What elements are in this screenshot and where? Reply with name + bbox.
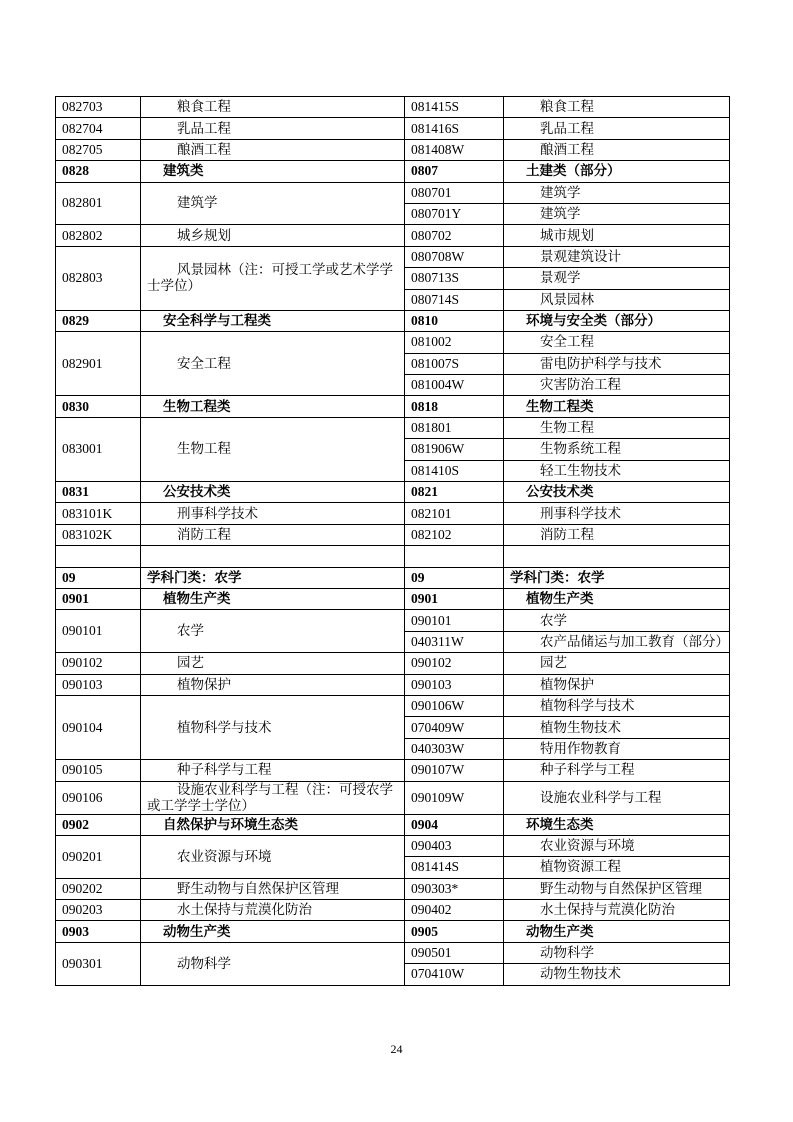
new-code-cell: [56, 546, 141, 567]
old-name-cell: 建筑学: [504, 203, 730, 224]
old-name-cell: 环境与安全类（部分）: [504, 310, 730, 331]
new-name-cell: 消防工程: [141, 524, 405, 545]
old-name-cell: [504, 546, 730, 567]
old-name-cell: 雷电防护科学与技术: [504, 353, 730, 374]
old-name-cell: 景观建筑设计: [504, 246, 730, 267]
discipline-row: [56, 567, 730, 588]
old-name-cell: 植物保护: [504, 674, 730, 695]
new-name-cell: 设施农业科学与工程（注：可授农学或工学学士学位）: [141, 781, 405, 814]
table-row: [56, 610, 730, 631]
new-code-cell: 090105: [56, 760, 141, 781]
new-name-cell: [141, 546, 405, 567]
new-code-cell: 090202: [56, 878, 141, 899]
old-name-cell: 建筑学: [504, 182, 730, 203]
new-code-cell: 083102K: [56, 524, 141, 545]
old-code-cell: 081801: [405, 417, 504, 438]
table-row: [56, 97, 730, 118]
new-code-cell: 083001: [56, 417, 141, 481]
old-name-cell: 灾害防治工程: [504, 375, 730, 396]
category-row: [56, 921, 730, 942]
new-name-cell: 安全科学与工程类: [141, 310, 405, 331]
old-code-cell: 081410S: [405, 460, 504, 481]
category-row: [56, 814, 730, 835]
old-code-cell: 081906W: [405, 439, 504, 460]
old-code-cell: 081007S: [405, 353, 504, 374]
table-row: [56, 139, 730, 160]
old-code-cell: 0818: [405, 396, 504, 417]
table-row: [56, 695, 730, 716]
old-name-cell: 刑事科学技术: [504, 503, 730, 524]
old-code-cell: 090101: [405, 610, 504, 631]
new-code-cell: 0901: [56, 588, 141, 609]
old-name-cell: 土建类（部分）: [504, 161, 730, 182]
new-code-cell: 082802: [56, 225, 141, 246]
old-name-cell: 园艺: [504, 653, 730, 674]
old-code-cell: 0810: [405, 310, 504, 331]
old-name-cell: 动物生物技术: [504, 964, 730, 985]
new-code-cell: 090104: [56, 695, 141, 759]
new-name-cell: 建筑学: [141, 182, 405, 225]
old-code-cell: 090501: [405, 942, 504, 963]
table-row: [56, 878, 730, 899]
old-code-cell: 080713S: [405, 268, 504, 289]
old-name-cell: 种子科学与工程: [504, 760, 730, 781]
old-name-cell: 学科门类：农学: [504, 567, 730, 588]
new-name-cell: 农业资源与环境: [141, 835, 405, 878]
new-name-cell: 植物生产类: [141, 588, 405, 609]
new-code-cell: 090301: [56, 942, 141, 985]
new-name-cell: 酿酒工程: [141, 139, 405, 160]
old-code-cell: 070410W: [405, 964, 504, 985]
new-code-cell: 090203: [56, 900, 141, 921]
old-name-cell: 植物生物技术: [504, 717, 730, 738]
table-row: [56, 760, 730, 781]
old-name-cell: 特用作物教育: [504, 738, 730, 759]
old-code-cell: 090106W: [405, 695, 504, 716]
page-number: 24: [390, 1042, 403, 1056]
new-name-cell: 园艺: [141, 653, 405, 674]
old-code-cell: 090103: [405, 674, 504, 695]
old-name-cell: 植物生产类: [504, 588, 730, 609]
new-code-cell: 083101K: [56, 503, 141, 524]
table-row: [56, 417, 730, 438]
old-code-cell: 040303W: [405, 738, 504, 759]
old-code-cell: [405, 546, 504, 567]
old-name-cell: 农业资源与环境: [504, 835, 730, 856]
old-code-cell: 090109W: [405, 781, 504, 814]
old-name-cell: 设施农业科学与工程: [504, 781, 730, 814]
new-name-cell: 城乡规划: [141, 225, 405, 246]
category-row: [56, 396, 730, 417]
table-row: [56, 118, 730, 139]
old-code-cell: 081004W: [405, 375, 504, 396]
new-code-cell: 082901: [56, 332, 141, 396]
new-code-cell: 0829: [56, 310, 141, 331]
old-name-cell: 酿酒工程: [504, 139, 730, 160]
old-name-cell: 动物生产类: [504, 921, 730, 942]
new-name-cell: 野生动物与自然保护区管理: [141, 878, 405, 899]
new-code-cell: 0903: [56, 921, 141, 942]
old-code-cell: 081002: [405, 332, 504, 353]
table-row: [56, 246, 730, 267]
old-code-cell: 090102: [405, 653, 504, 674]
table-row: [56, 942, 730, 963]
old-name-cell: 农产品储运与加工教育（部分）: [504, 631, 730, 652]
old-code-cell: 082102: [405, 524, 504, 545]
old-code-cell: 090402: [405, 900, 504, 921]
new-name-cell: 动物科学: [141, 942, 405, 985]
new-name-cell: 植物保护: [141, 674, 405, 695]
new-code-cell: 090103: [56, 674, 141, 695]
new-name-cell: 种子科学与工程: [141, 760, 405, 781]
old-code-cell: 090303*: [405, 878, 504, 899]
old-code-cell: 081416S: [405, 118, 504, 139]
new-code-cell: 090201: [56, 835, 141, 878]
old-name-cell: 风景园林: [504, 289, 730, 310]
new-name-cell: 水土保持与荒漠化防治: [141, 900, 405, 921]
old-code-cell: 080702: [405, 225, 504, 246]
category-row: [56, 588, 730, 609]
new-code-cell: 090102: [56, 653, 141, 674]
old-code-cell: 081415S: [405, 97, 504, 118]
new-name-cell: 粮食工程: [141, 97, 405, 118]
old-code-cell: 0905: [405, 921, 504, 942]
table-row: [56, 524, 730, 545]
old-name-cell: 生物系统工程: [504, 439, 730, 460]
category-row: [56, 310, 730, 331]
new-code-cell: 082801: [56, 182, 141, 225]
old-name-cell: 生物工程类: [504, 396, 730, 417]
old-name-cell: 环境生态类: [504, 814, 730, 835]
new-name-cell: 生物工程: [141, 417, 405, 481]
new-name-cell: 建筑类: [141, 161, 405, 182]
old-name-cell: 公安技术类: [504, 482, 730, 503]
new-code-cell: 0831: [56, 482, 141, 503]
new-name-cell: 公安技术类: [141, 482, 405, 503]
old-code-cell: 080701Y: [405, 203, 504, 224]
new-code-cell: 0902: [56, 814, 141, 835]
old-name-cell: 景观学: [504, 268, 730, 289]
new-code-cell: 0828: [56, 161, 141, 182]
table-row: [56, 900, 730, 921]
old-code-cell: 0821: [405, 482, 504, 503]
new-name-cell: 动物生产类: [141, 921, 405, 942]
category-row: [56, 482, 730, 503]
old-code-cell: 080708W: [405, 246, 504, 267]
old-name-cell: 植物科学与技术: [504, 695, 730, 716]
old-code-cell: 080701: [405, 182, 504, 203]
old-name-cell: 安全工程: [504, 332, 730, 353]
table-row: [56, 182, 730, 203]
old-name-cell: 野生动物与自然保护区管理: [504, 878, 730, 899]
old-code-cell: 0901: [405, 588, 504, 609]
new-name-cell: 安全工程: [141, 332, 405, 396]
new-name-cell: 刑事科学技术: [141, 503, 405, 524]
new-name-cell: 生物工程类: [141, 396, 405, 417]
old-name-cell: 乳品工程: [504, 118, 730, 139]
new-code-cell: 082703: [56, 97, 141, 118]
new-code-cell: 082803: [56, 246, 141, 310]
major-comparison-table: [55, 96, 730, 986]
table-row: [56, 503, 730, 524]
old-name-cell: 水土保持与荒漠化防治: [504, 900, 730, 921]
new-name-cell: 农学: [141, 610, 405, 653]
old-name-cell: 农学: [504, 610, 730, 631]
old-name-cell: 城市规划: [504, 225, 730, 246]
old-code-cell: 082101: [405, 503, 504, 524]
new-code-cell: 0830: [56, 396, 141, 417]
old-code-cell: 09: [405, 567, 504, 588]
table-row: [56, 835, 730, 856]
old-name-cell: 轻工生物技术: [504, 460, 730, 481]
old-code-cell: 081408W: [405, 139, 504, 160]
table-row: [56, 781, 730, 814]
new-code-cell: 09: [56, 567, 141, 588]
new-name-cell: 植物科学与技术: [141, 695, 405, 759]
old-name-cell: 生物工程: [504, 417, 730, 438]
old-name-cell: 粮食工程: [504, 97, 730, 118]
new-name-cell: 乳品工程: [141, 118, 405, 139]
spacer-row: [56, 546, 730, 567]
old-code-cell: 0904: [405, 814, 504, 835]
new-code-cell: 082705: [56, 139, 141, 160]
table-row: [56, 332, 730, 353]
old-name-cell: 消防工程: [504, 524, 730, 545]
table-row: [56, 225, 730, 246]
old-code-cell: 040311W: [405, 631, 504, 652]
old-name-cell: 植物资源工程: [504, 857, 730, 878]
new-code-cell: 090106: [56, 781, 141, 814]
old-code-cell: 070409W: [405, 717, 504, 738]
old-code-cell: 090107W: [405, 760, 504, 781]
old-name-cell: 动物科学: [504, 942, 730, 963]
new-name-cell: 自然保护与环境生态类: [141, 814, 405, 835]
category-row: [56, 161, 730, 182]
new-name-cell: 学科门类：农学: [141, 567, 405, 588]
old-code-cell: 081414S: [405, 857, 504, 878]
old-code-cell: 0807: [405, 161, 504, 182]
new-code-cell: 082704: [56, 118, 141, 139]
old-code-cell: 080714S: [405, 289, 504, 310]
old-code-cell: 090403: [405, 835, 504, 856]
new-name-cell: 风景园林（注：可授工学或艺术学学士学位）: [141, 246, 405, 310]
table-row: [56, 674, 730, 695]
table-row: [56, 653, 730, 674]
new-code-cell: 090101: [56, 610, 141, 653]
